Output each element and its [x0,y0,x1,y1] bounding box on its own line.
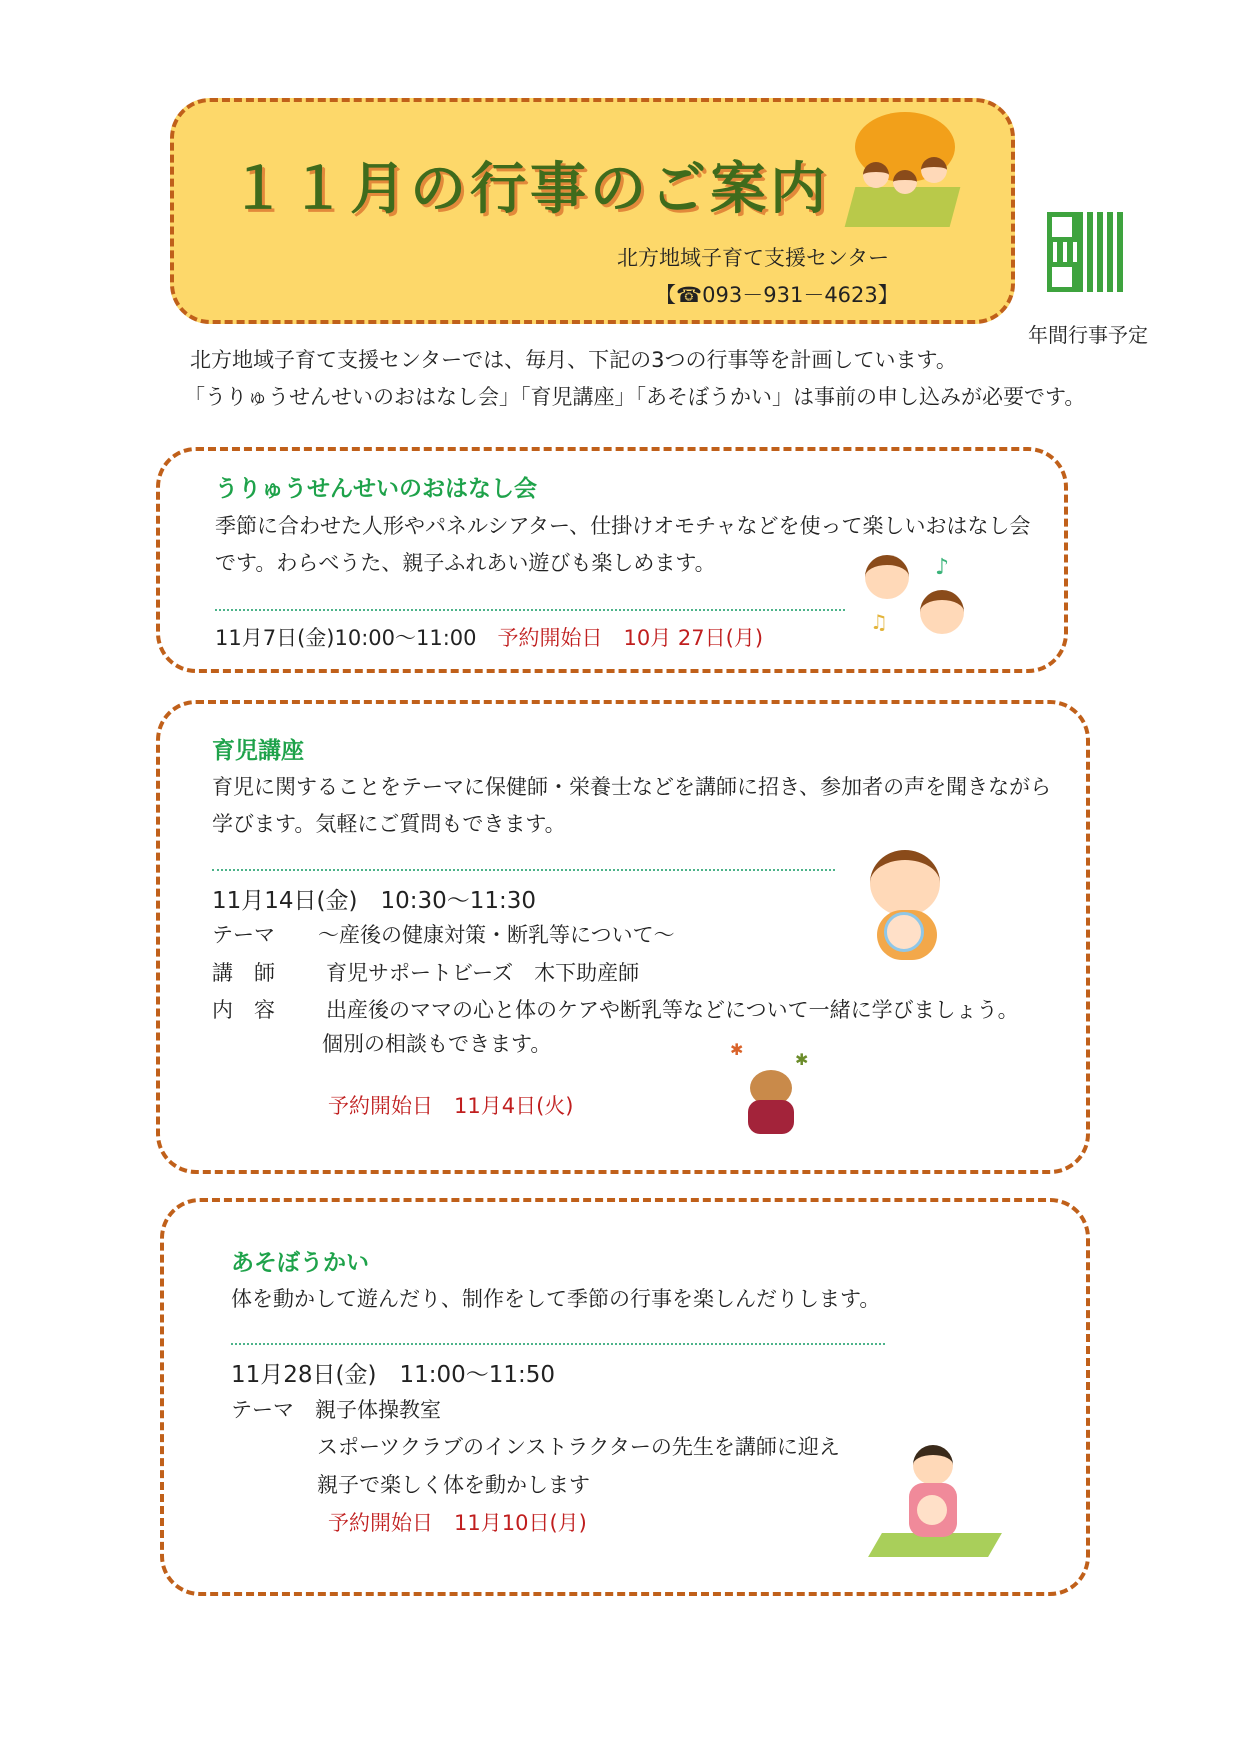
event-datetime: 11月28日(金) 11:00～11:50 [231,1362,556,1388]
event-title: 育児講座 [212,738,304,764]
content: 親子で楽しく体を動かします [317,1473,590,1497]
theme: テーマ 親子体操教室 [231,1398,441,1422]
event-datetime: 11月14日(金) 10:30～11:30 [212,888,537,914]
lecturer-label: 講 師 [212,961,275,985]
event-title: あそぼうかい [231,1250,369,1276]
mother-baby-illustration [862,850,952,965]
reserve-start: 予約開始日 11月10日(月) [328,1511,587,1535]
divider [215,609,845,611]
divider [212,869,835,871]
reserve-start: 予約開始日 10月 27日(月) [497,626,764,650]
parent-child-exercise-illustration [865,1445,1005,1565]
intro-line-2: 「うりゅうせんせいのおはなし会」「育児講座」「あそぼうかい」は事前の申し込みが必要です。 [184,385,1086,409]
org-name: 北方地域子育て支援センター [617,246,890,270]
event-date [215,622,763,652]
bear-leaves-illustration: ✱ ✱ [725,1040,815,1145]
event-datetime: 11月7日(金)10:00～11:00 [215,626,477,650]
content-label: 内 容 [212,998,275,1022]
content: スポーツクラブのインストラクターの先生を講師に迎え [317,1435,840,1459]
event-title: うりゅうせんせいのおはなし会 [215,476,537,502]
theme-label: テーマ [212,923,275,947]
event-desc: 季節に合わせた人形やパネルシアター、仕掛けオモチャなどを使って楽しいおはなし会 [215,514,1031,538]
event-desc: 学びます。気軽にご質問もできます。 [212,812,566,836]
event-desc: 体を動かして遊んだり、制作をして季節の行事を楽しんだりします。 [231,1287,881,1311]
lecturer: 育児サポートビーズ 木下助産師 [326,961,640,985]
phone-number: 【☎093－931－4623】 [655,283,899,307]
intro-line-1: 北方地域子育て支援センターでは、毎月、下記の3つの行事等を計画しています。 [190,348,957,372]
theme: ～産後の健康対策・断乳等について～ [318,923,675,947]
event-desc: 育児に関することをテーマに保健師・栄養士などを講師に招き、参加者の声を聞きながら [212,775,1052,799]
qr-code[interactable] [1047,212,1127,292]
divider [231,1343,885,1345]
autumn-picnic-illustration [845,112,965,232]
reserve-start: 予約開始日 11月4日(火) [328,1094,574,1118]
event-desc: です。わらべうた、親子ふれあい遊びも楽しめます。 [215,551,716,575]
content: 個別の相談もできます。 [322,1032,552,1056]
content: 出産後のママの心と体のケアや断乳等などについて一緒に学びましょう。 [326,998,1019,1022]
singing-kids-illustration: ♪ ♫ [865,555,975,645]
qr-caption: 年間行事予定 [1028,323,1148,347]
page-title: １１月の行事のご案内 [230,157,830,222]
